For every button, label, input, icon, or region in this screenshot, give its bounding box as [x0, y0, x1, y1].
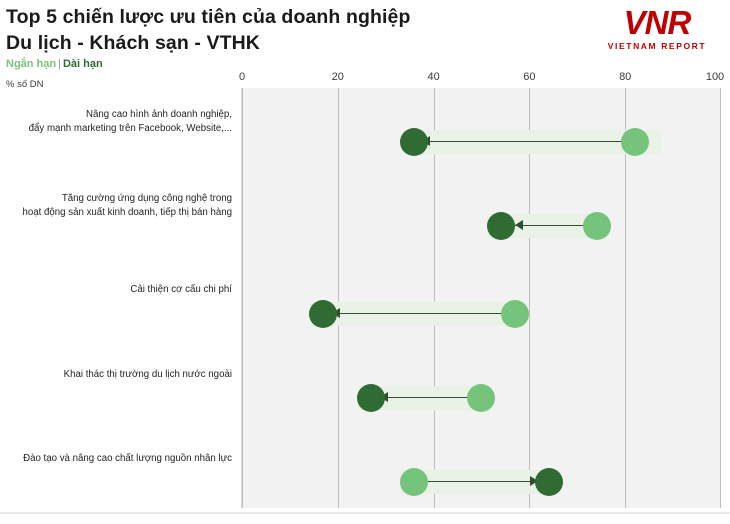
- row-connector-4: [380, 397, 471, 398]
- chart-plot-area: [238, 71, 725, 508]
- bottom-divider: [0, 512, 730, 514]
- legend-item-short-term: Ngắn hạn: [6, 58, 57, 70]
- category-label-1: [0, 108, 232, 136]
- row-arrow-2: [515, 220, 523, 230]
- category-label-5-line1: Đào tạo và nâng cao chất lượng nguồn nhân lực: [23, 453, 232, 464]
- long-term-dot-5[interactable]: [535, 468, 563, 496]
- category-label-2-line1: Tăng cường ứng dụng công nghệ trong: [61, 193, 232, 204]
- title-line-1: Top 5 chiến lược ưu tiên của doanh nghiệp: [6, 6, 411, 28]
- x-tick-100: 100: [705, 71, 725, 83]
- legend: [6, 58, 103, 70]
- category-label-3-line1: Cải thiện cơ cấu chi phí: [130, 284, 232, 295]
- axis-unit-label: % số DN: [6, 79, 44, 90]
- legend-item-long-term: Dài hạn: [62, 58, 103, 70]
- category-label-5: [0, 452, 232, 466]
- logo-subtitle-text: VIETNAM REPORT: [607, 41, 707, 51]
- x-tick-80: 80: [619, 71, 632, 83]
- logo-mark-text: VNR: [623, 4, 691, 41]
- vietnam-report-logo: [592, 6, 722, 51]
- row-connector-5: [422, 481, 537, 482]
- short-term-dot-2[interactable]: [583, 212, 611, 240]
- data-row-2: [242, 184, 721, 268]
- page-title: [6, 4, 566, 56]
- data-row-4: [242, 356, 721, 440]
- long-term-dot-4[interactable]: [357, 384, 385, 412]
- x-tick-20: 20: [331, 71, 344, 83]
- title-line-2: Du lịch - Khách sạn - VTHK: [6, 32, 260, 54]
- long-term-dot-3[interactable]: [309, 300, 337, 328]
- category-label-2-line2: hoạt động sản xuất kinh doanh, tiếp thị bán hàng: [22, 207, 232, 218]
- category-label-1-line1: Nâng cao hình ảnh doanh nghiệp,: [86, 109, 232, 120]
- short-term-dot-3[interactable]: [501, 300, 529, 328]
- category-label-4: [0, 368, 232, 382]
- short-term-dot-4[interactable]: [467, 384, 495, 412]
- short-term-dot-5[interactable]: [400, 468, 428, 496]
- x-tick-0: 0: [238, 71, 246, 83]
- row-connector-1: [422, 141, 640, 142]
- row-connector-3: [332, 313, 516, 314]
- x-tick-60: 60: [523, 71, 536, 83]
- legend-separator: |: [58, 58, 61, 70]
- data-row-1: [242, 100, 721, 184]
- row-connector-2: [515, 225, 590, 226]
- x-tick-40: 40: [427, 71, 440, 83]
- category-label-1-line2: đẩy mạnh marketing trên Facebook, Website,...: [28, 123, 232, 134]
- category-label-4-line1: Khai thác thị trường du lịch nước ngoài: [63, 369, 232, 380]
- chart-header: [0, 0, 730, 70]
- long-term-dot-2[interactable]: [487, 212, 515, 240]
- short-term-dot-1[interactable]: [621, 128, 649, 156]
- data-row-3: [242, 272, 721, 356]
- category-label-3: [0, 283, 232, 297]
- category-label-2: [0, 192, 232, 220]
- long-term-dot-1[interactable]: [400, 128, 428, 156]
